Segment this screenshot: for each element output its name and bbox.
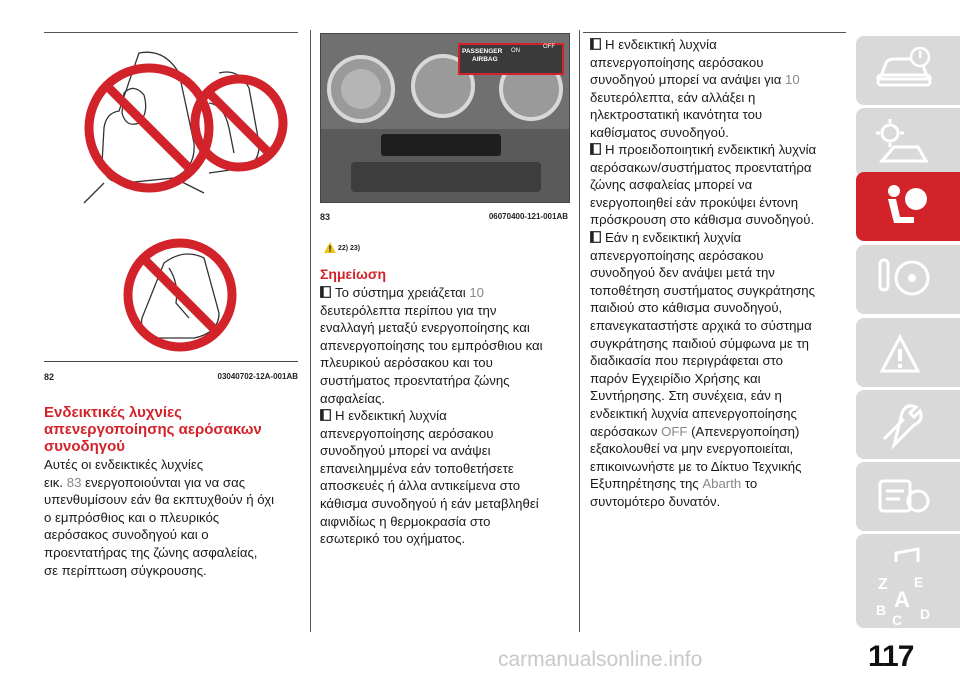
tab-index[interactable] <box>856 562 960 628</box>
passenger-airbag-label <box>462 48 502 64</box>
heading-line-1: Ενδεικτικές λυχνίες <box>44 404 182 421</box>
note-5-line: επανεγκαταστήστε αρχικά το σύστημα <box>590 317 812 333</box>
tab-maintenance[interactable] <box>856 390 960 459</box>
intro-line: αερόσακος συνοδηγού και ο <box>44 527 209 543</box>
note-5-line: απενεργοποίησης αερόσακου <box>590 247 764 263</box>
note-1-line: Το σύστημα χρειάζεται <box>335 285 466 300</box>
airbag-seat-icon <box>874 181 934 231</box>
car-info-icon <box>874 45 934 95</box>
note-4-line: αερόσακων/συστήματος προεντατήρα <box>590 159 812 175</box>
note-1-line: συστήματος προεντατήρα ζώνης <box>320 372 510 388</box>
note-5-line: ενδεικτική λυχνία απενεργοποίησης <box>590 405 797 421</box>
tab-starting[interactable] <box>856 245 960 314</box>
note-3-line: συνοδηγού μπορεί να ανάψει για <box>590 72 782 88</box>
figure-82-seat-prohibition <box>44 33 298 362</box>
label-off: OFF <box>543 44 555 50</box>
note-3-line: Η ενδεικτική λυχνία <box>605 37 717 52</box>
book-icon <box>590 143 601 155</box>
label-airbag: AIRBAG <box>472 56 498 63</box>
figure-83-number: 83 <box>320 212 331 222</box>
warning-references <box>324 242 360 253</box>
note-5-line: εξακολουθεί να μην ενεργοποιείται, <box>590 441 794 457</box>
note-5-line: τοποθέτηση συστήματος συγκράτησης <box>590 282 815 298</box>
note-1-seconds: 10 <box>469 285 484 300</box>
svg-text:Z: Z <box>878 576 888 593</box>
figure-83-code: 06070400-121-001AB <box>488 212 568 221</box>
note-1-line: εναλλαγή μεταξύ ενεργοποίησης και <box>320 320 530 336</box>
column-divider-left <box>310 30 311 632</box>
top-rule-right <box>583 32 846 33</box>
note-3-line: ηλεκτροστατική ικανότητα του <box>590 107 763 123</box>
note-1-line: απενεργοποίησης του εμπρόσθιου και <box>320 337 543 353</box>
note-1-line: ασφαλείας. <box>320 390 385 406</box>
note-5-line: παιδιού στο κάθισμα συνοδηγού, <box>590 300 783 316</box>
note-5 <box>590 229 852 511</box>
svg-text:B: B <box>876 602 887 618</box>
tab-emergency[interactable] <box>856 318 960 387</box>
intro-line: ο εμπρόσθιος και ο πλευρικός <box>44 509 220 525</box>
note-4-line: Η προειδοποιητική ενδεικτική λυχνία <box>605 142 817 157</box>
note-4-line: πρόσκρουση στο κάθισμα συνοδηγού. <box>590 212 815 228</box>
note-4 <box>590 141 852 229</box>
book-icon <box>320 286 331 298</box>
steering-key-icon <box>874 254 934 304</box>
note-1-line: δευτερόλεπτα περίπου για την <box>320 302 497 318</box>
intro-fig-ref-number[interactable]: 83 <box>66 474 82 490</box>
note-5-line: επικοινωνήστε με το Δίκτυο Τεχνικής <box>590 458 802 474</box>
tab-dashboard[interactable] <box>856 36 960 105</box>
note-2-line: επανειλημμένα εάν τοποθετήσετε <box>320 460 514 476</box>
note-2-line: εσωτερικό του οχήματος. <box>320 531 466 547</box>
intro-line: σε περίπτωση σύγκρουσης. <box>44 562 207 578</box>
note-2 <box>320 407 578 548</box>
wrench-icon <box>874 399 934 449</box>
intro-line: υπενθυμίσουν εάν θα εκπτυχθούν ή όχι <box>44 492 275 508</box>
tab-specifications[interactable] <box>856 462 960 531</box>
note-3 <box>590 36 852 142</box>
svg-text:A: A <box>894 587 910 612</box>
book-icon <box>320 409 331 421</box>
index-letters-icon <box>874 571 944 627</box>
note-5-line: (Απενεργοποίηση) <box>691 423 800 439</box>
label-on: ON <box>511 48 520 54</box>
note-4-line: ενεργοποιηθεί εάν προκύψει έντονη <box>590 194 799 210</box>
airbag-on-indicator <box>511 48 520 54</box>
note-5-line: συνοδηγού δεν ανάψει μετά την <box>590 265 775 281</box>
figure-83-dashboard-photo <box>320 33 570 203</box>
heading-line-3: συνοδηγού <box>44 438 125 455</box>
label-passenger: PASSENGER <box>462 48 503 55</box>
svg-text:D: D <box>920 606 931 622</box>
note-2-line: Η ενδεικτική λυχνία <box>335 408 447 423</box>
intro-paragraph <box>44 456 308 579</box>
note-3-line: καθίσματος συνοδηγού. <box>590 124 729 140</box>
note-2-line: απενεργοποίησης αερόσακου <box>320 425 494 441</box>
note-2-line: αιφνιδίως η θερμοκρασία στο <box>320 513 491 529</box>
note-1 <box>320 284 578 407</box>
page-number: 117 <box>868 640 914 673</box>
svg-text:E: E <box>914 574 924 590</box>
lights-icon <box>874 117 934 167</box>
column-divider-right <box>579 30 580 632</box>
figure-83-caption <box>320 212 568 222</box>
breakdown-icon <box>874 327 934 377</box>
note-5-line: Εξυπηρέτησης της <box>590 476 699 492</box>
intro-line: προεντατήρας της ζώνης ασφαλείας, <box>44 544 258 560</box>
section-heading <box>44 404 308 455</box>
note-3-seconds: 10 <box>785 72 800 88</box>
note-5-line: το <box>744 476 758 492</box>
watermark: carmanualsonline.info <box>498 648 703 671</box>
note-5-line: συντομότερο δυνατόν. <box>590 493 721 509</box>
intro-line: ενεργοποιούνται για να σας <box>81 474 246 490</box>
note-2-line: συνοδηγού μπορεί να ανάψει <box>320 443 491 459</box>
airbag-off-indicator <box>543 44 555 50</box>
figure-82-code: 03040702-12A-001AB <box>217 372 298 381</box>
svg-text:C: C <box>892 612 903 627</box>
note-5-line: συγκράτησης παιδιού σύμφωνα με τη <box>590 335 810 351</box>
note-5-brand: Abarth <box>702 476 742 492</box>
note-1-line: πλευρικού αερόσακου και του <box>320 355 493 371</box>
child-seat-prohibition-illustration <box>44 33 298 361</box>
note-5-line: παρόν Εγχειρίδιο Χρήσης και <box>590 370 761 386</box>
note-5-line: Συντήρησης. Στη συνέχεια, εάν η <box>590 388 782 404</box>
book-icon <box>590 38 601 50</box>
warning-triangle-icon <box>324 242 336 253</box>
note-5-line: Εάν η ενδεικτική λυχνία <box>605 230 742 245</box>
note-5-line: διαδικασία που περιγράφεται στο <box>590 353 783 369</box>
note-2-line: κάθισμα συνοδηγού ή εάν μεταβληθεί <box>320 495 539 511</box>
book-icon <box>590 231 601 243</box>
tab-safety[interactable] <box>856 172 960 241</box>
warning-ref-numbers[interactable]: 22) 23) <box>337 245 361 252</box>
heading-line-2: απενεργοποίησης αερόσακων <box>44 421 262 438</box>
note-4-line: ζώνης ασφαλείας μπορεί να <box>590 177 753 193</box>
note-3-line: δευτερόλεπτα, εάν αλλάξει η <box>590 89 756 105</box>
note-heading: Σημείωση <box>320 266 387 282</box>
intro-fig-ref-prefix: εικ. <box>44 474 64 490</box>
intro-line: Αυτές οι ενδεικτικές λυχνίες <box>44 457 204 472</box>
note-3-line: απενεργοποίησης αερόσακου <box>590 54 764 70</box>
dashboard-photo-illustration <box>321 34 569 202</box>
tab-lights[interactable] <box>856 108 960 177</box>
figure-82-number: 82 <box>44 372 55 382</box>
figure-82-caption <box>44 372 298 382</box>
note-2-line: αποσκευές ή άλλα αντικείμενα στο <box>320 478 521 494</box>
note-5-off-label: OFF <box>661 423 688 439</box>
note-5-line: αερόσακων <box>590 423 658 439</box>
tech-data-icon <box>874 471 934 521</box>
